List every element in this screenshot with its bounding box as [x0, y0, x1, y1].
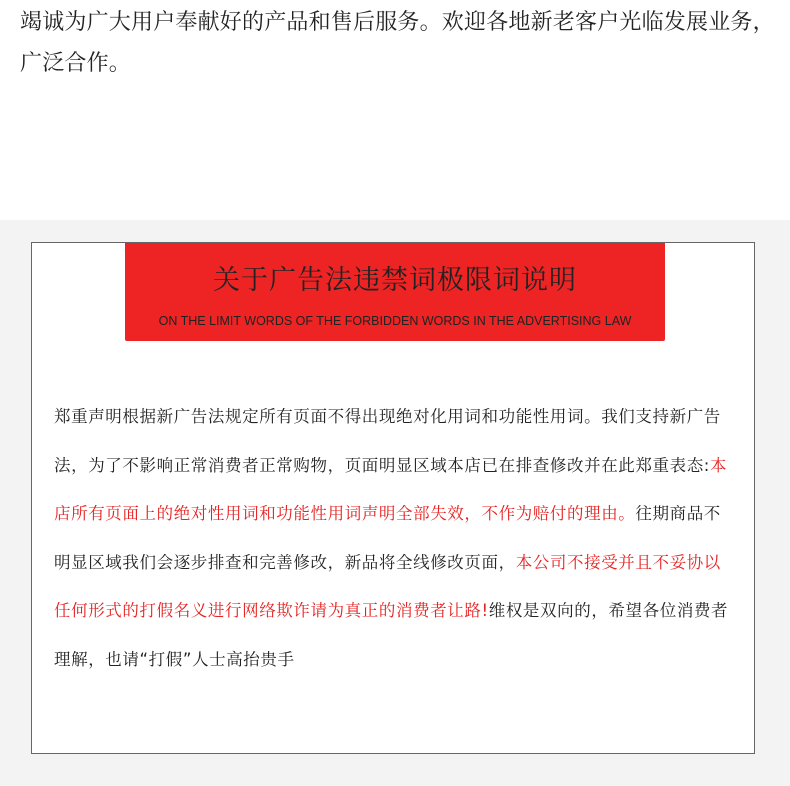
notice-box: [31, 242, 755, 754]
notice-body-part1: 郑重声明根据新广告法规定所有页面不得出现绝对化用词和功能性用词。我们支持新广告法，为了不影响正常消费者正常购物，页面明显区域本店已在排查修改并在此郑重表态:: [54, 407, 721, 475]
notice-body-highlight-1: 本店所有页面上的绝对性用词和功能性用词声明全部失效，不作为赔付的理由。: [54, 455, 728, 523]
intro-section: [0, 0, 790, 220]
notice-body-part5: 维权是双向的，希望各位消费者理解，也请“打假”人士高抬贵手: [54, 601, 729, 669]
intro-text: 竭诚为广大用户奉献好的产品和售后服务。欢迎各地新老客户光临发展业务，广泛合作。: [20, 10, 775, 76]
notice-body-part3: 往期商品不明显区域我们会逐步排查和完善修改，新品将全线修改页面，: [54, 504, 721, 572]
notice-title: 关于广告法违禁词极限词说明: [213, 265, 577, 296]
notice-body-highlight-2: 本公司不接受并且不妥协以任何形式的打假名义进行网络欺诈请为真正的消费者让路!: [54, 552, 721, 620]
notice-header: [125, 243, 665, 341]
notice-subtitle: ON THE LIMIT WORDS OF THE FORBIDDEN WORDS IN THE ADVERTISING LAW: [158, 314, 632, 328]
notice-body: [54, 393, 736, 684]
